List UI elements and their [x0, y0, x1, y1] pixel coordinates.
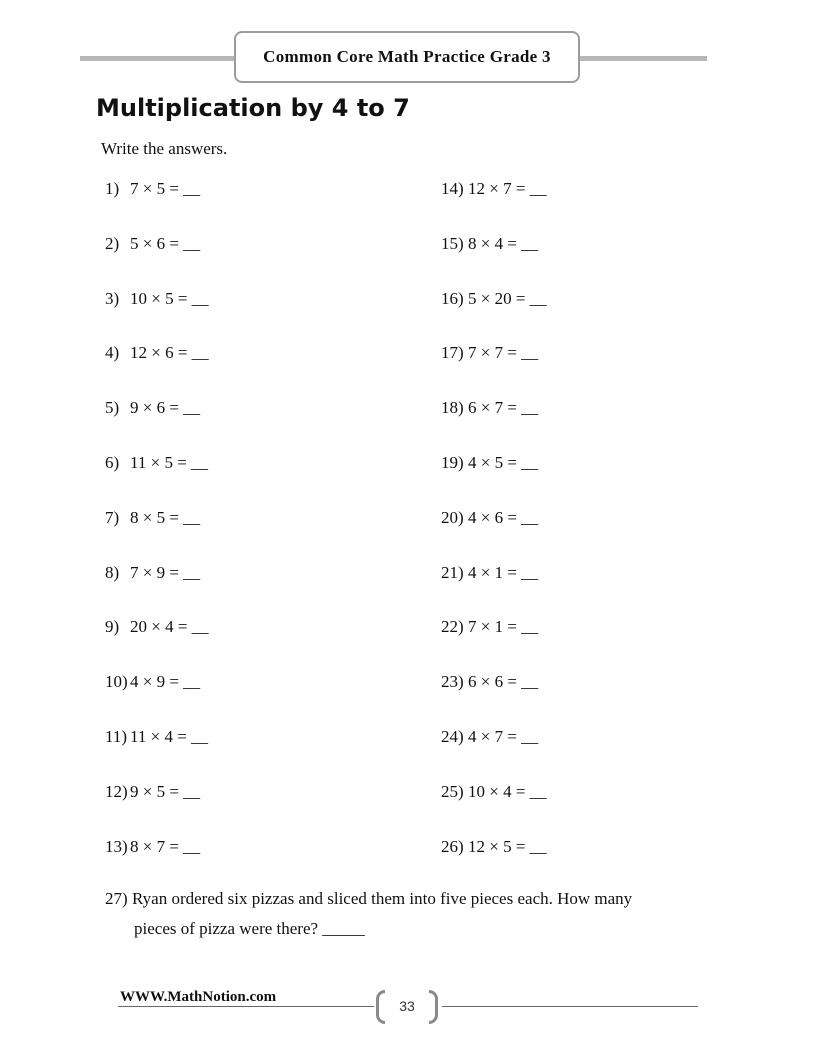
problem-number: 25) [441, 782, 464, 801]
problem-expression: 12 × 5 = __ [468, 837, 547, 856]
problem-item [105, 672, 200, 692]
problem-item [441, 617, 538, 637]
problem-expression: 4 × 9 = __ [130, 672, 201, 691]
problem-number: 6) [105, 453, 120, 472]
page-number: 33 [399, 998, 415, 1014]
problem-item [441, 289, 547, 309]
problem-expression: 7 × 5 = __ [130, 179, 201, 198]
problem-expression: 8 × 4 = __ [468, 234, 539, 253]
problem-number: 12) [105, 782, 128, 801]
problem-expression: 4 × 1 = __ [468, 563, 539, 582]
footer-rule-left [118, 1006, 374, 1007]
problem-expression: 10 × 4 = __ [468, 782, 547, 801]
instructions: Write the answers. [101, 139, 228, 158]
problem-item [441, 837, 547, 857]
problem-number: 2) [105, 234, 120, 253]
problem-item [441, 782, 547, 802]
problem-number: 3) [105, 289, 120, 308]
footer-site: WWW.MathNotion.com [120, 989, 277, 1005]
word-problem-number: 27) [105, 889, 128, 908]
problem-expression: 7 × 9 = __ [130, 563, 201, 582]
page-title: Multiplication by 4 to 7 [96, 94, 410, 122]
problem-number: 13) [105, 837, 128, 856]
problem-item [105, 179, 200, 199]
problem-item [441, 234, 538, 254]
problem-number: 5) [105, 398, 120, 417]
problem-expression: 7 × 1 = __ [468, 617, 539, 636]
problem-expression: 5 × 20 = __ [468, 289, 547, 308]
problem-item [105, 234, 200, 254]
problem-number: 9) [105, 617, 120, 636]
problem-number: 24) [441, 727, 464, 746]
word-problem [105, 889, 725, 939]
word-problem-line-2: pieces of pizza were there? _____ [134, 919, 365, 938]
problem-item [105, 727, 208, 747]
problem-expression: 5 × 6 = __ [130, 234, 201, 253]
problem-expression: 4 × 7 = __ [468, 727, 539, 746]
problem-number: 20) [441, 508, 464, 527]
problem-item [441, 398, 538, 418]
problem-number: 23) [441, 672, 464, 691]
problem-expression: 8 × 5 = __ [130, 508, 201, 527]
problem-item [105, 782, 200, 802]
header-title: Common Core Math Practice Grade 3 [263, 47, 551, 66]
header-rule-left [80, 56, 240, 61]
problem-expression: 11 × 5 = __ [130, 453, 209, 472]
problem-expression: 12 × 6 = __ [130, 343, 209, 362]
problem-item [441, 453, 538, 473]
problem-expression: 8 × 7 = __ [130, 837, 201, 856]
problem-number: 16) [441, 289, 464, 308]
problem-number: 17) [441, 343, 464, 362]
problem-item [105, 453, 208, 473]
problem-item [105, 837, 200, 857]
problem-number: 7) [105, 508, 120, 527]
problem-item [441, 343, 538, 363]
problem-item [105, 343, 209, 363]
problem-item [441, 727, 538, 747]
problem-item [105, 289, 209, 309]
word-problem-line-1: Ryan ordered six pizzas and sliced them into five pieces each. How many [132, 889, 633, 908]
problem-expression: 7 × 7 = __ [468, 343, 539, 362]
problem-item [441, 179, 547, 199]
header-box [234, 31, 580, 83]
problem-expression: 6 × 7 = __ [468, 398, 539, 417]
problem-expression: 4 × 6 = __ [468, 508, 539, 527]
problem-expression: 11 × 4 = __ [130, 727, 209, 746]
problem-item [441, 508, 538, 528]
header-rule-right [580, 56, 707, 61]
problem-expression: 20 × 4 = __ [130, 617, 209, 636]
problem-item [105, 563, 200, 583]
problem-item [441, 563, 538, 583]
problem-number: 14) [441, 179, 464, 198]
problem-item [105, 617, 209, 637]
problem-number: 10) [105, 672, 128, 691]
problem-number: 15) [441, 234, 464, 253]
problem-item [105, 508, 200, 528]
problem-number: 22) [441, 617, 464, 636]
problem-number: 18) [441, 398, 464, 417]
problem-number: 19) [441, 453, 464, 472]
problem-number: 4) [105, 343, 120, 362]
problem-item [105, 398, 200, 418]
problem-number: 1) [105, 179, 120, 198]
problem-number: 26) [441, 837, 464, 856]
problem-number: 11) [105, 727, 128, 746]
right-bracket-icon [429, 990, 438, 1024]
problem-number: 8) [105, 563, 120, 582]
problem-number: 21) [441, 563, 464, 582]
left-bracket-icon [376, 990, 385, 1024]
problem-expression: 6 × 6 = __ [468, 672, 539, 691]
problem-item [441, 672, 538, 692]
problem-expression: 10 × 5 = __ [130, 289, 209, 308]
problem-expression: 9 × 6 = __ [130, 398, 201, 417]
footer-rule-right [442, 1006, 698, 1007]
problem-expression: 4 × 5 = __ [468, 453, 539, 472]
problem-expression: 9 × 5 = __ [130, 782, 201, 801]
problem-expression: 12 × 7 = __ [468, 179, 547, 198]
